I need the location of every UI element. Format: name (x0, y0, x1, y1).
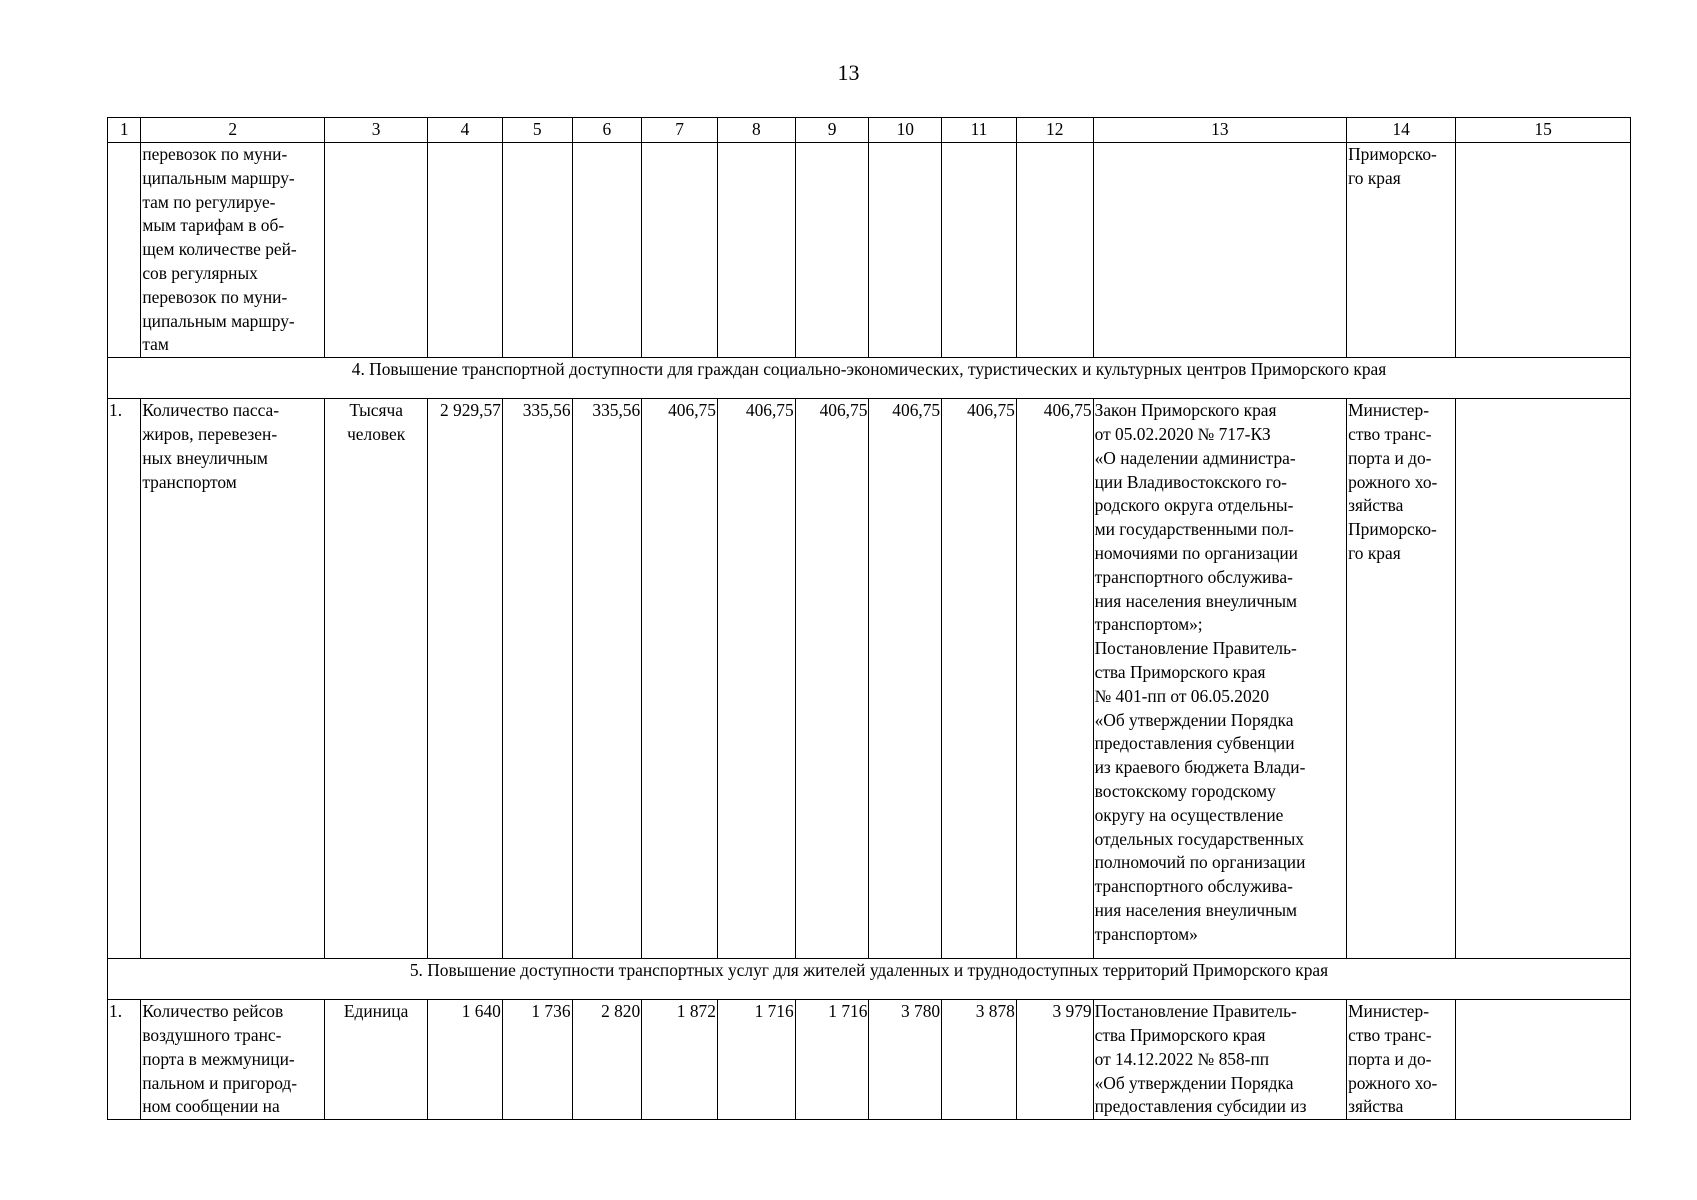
text-line: Постановление Правитель- (1094, 638, 1297, 659)
indicators-table (107, 117, 1631, 1120)
value-cell: 406,75 (642, 399, 718, 959)
header-cell: 15 (1456, 118, 1631, 143)
header-cell: 14 (1347, 118, 1456, 143)
value-cell: 3 979 (1016, 1000, 1093, 1120)
text-line: порта и до- (1348, 1048, 1432, 1069)
table-row (108, 399, 1631, 959)
header-cell: 4 (428, 118, 503, 143)
text-line: го края (1348, 167, 1401, 188)
text-line: щем количестве рей- (142, 239, 297, 260)
value-cell: 406,75 (869, 399, 942, 959)
header-cell: 3 (325, 118, 428, 143)
indicator-name (141, 399, 325, 959)
text-line: перевозок по муни- (142, 286, 288, 307)
value-cell: 406,75 (942, 399, 1017, 959)
unit (325, 399, 428, 959)
text-line: человек (347, 423, 406, 444)
text-line: мым тарифам в об- (142, 215, 285, 236)
text-line: Постановление Правитель- (1094, 1001, 1297, 1022)
text-line: транспортом» (1094, 923, 1198, 944)
text-line: ния населения внеуличным (1094, 590, 1298, 611)
table-row (108, 1000, 1631, 1120)
header-cell: 5 (502, 118, 572, 143)
row-number: 1. (108, 1000, 141, 1120)
text-line: Министер- (1348, 1001, 1430, 1022)
responsible-body (1347, 399, 1456, 959)
text-line: полномочий по организации (1094, 852, 1306, 873)
text-line: Единица (343, 1001, 409, 1022)
value-cell: 2 929,57 (428, 399, 503, 959)
legal-basis (1093, 399, 1346, 959)
text-line: воздушного транс- (142, 1024, 282, 1045)
text-line: ми государственными пол- (1094, 519, 1294, 540)
section-title: 4. Повышение транспортной доступности для граждан социально-экономических, туристических и культурных центров Приморского края (108, 358, 1631, 399)
text-line: «О наделении администра- (1094, 447, 1296, 468)
text-line: ства Приморского края (1094, 661, 1266, 682)
text-line: ных внеуличным (142, 447, 268, 468)
unit (325, 1000, 428, 1120)
text-line: Приморско- (1348, 144, 1437, 164)
value-cell: 335,56 (572, 399, 642, 959)
text-line: ства Приморского края (1094, 1024, 1266, 1045)
legal-basis (1093, 1000, 1346, 1120)
text-line: ния населения внеуличным (1094, 899, 1298, 920)
value-cell: 3 780 (869, 1000, 942, 1120)
text-line: порта и до- (1348, 447, 1432, 468)
text-line: Количество пасса- (142, 400, 280, 421)
text-line: от 05.02.2020 № 717-КЗ (1094, 423, 1271, 444)
header-cell: 8 (717, 118, 795, 143)
text-line: Тысяча (349, 400, 403, 421)
header-row (108, 118, 1631, 143)
text-line: там (142, 334, 169, 355)
text-line: рожного хо- (1348, 471, 1438, 492)
section-row (108, 959, 1631, 1000)
header-cell: 12 (1016, 118, 1093, 143)
text-line: Количество рейсов (142, 1001, 284, 1022)
header-cell: 11 (942, 118, 1017, 143)
text-line: округу на осуществление (1094, 804, 1284, 825)
value-cell: 2 820 (572, 1000, 642, 1120)
text-line: транспортного обслужива- (1094, 876, 1293, 897)
text-line: из краевого бюджета Влади- (1094, 757, 1306, 778)
text-line: Приморско- (1348, 519, 1437, 540)
text-line: зяйства (1348, 1096, 1404, 1117)
page-number: 13 (837, 60, 860, 85)
text-line: № 401-пп от 06.05.2020 (1094, 685, 1270, 706)
text-line: рожного хо- (1348, 1072, 1438, 1093)
text-line: порта в межмуници- (142, 1048, 295, 1069)
value-cell: 406,75 (717, 399, 795, 959)
text-line: го края (1348, 542, 1401, 563)
value-cell: 1 716 (795, 1000, 869, 1120)
value-cell: 335,56 (502, 399, 572, 959)
value-cell: 406,75 (1016, 399, 1093, 959)
section-row (108, 358, 1631, 399)
text-line: «Об утверждении Порядка (1094, 709, 1294, 730)
text-line: там по регулируе- (142, 191, 276, 212)
header-cell: 6 (572, 118, 642, 143)
text-line: ципальным маршру- (142, 310, 295, 331)
header-cell: 1 (108, 118, 141, 143)
text-line: ном сообщении на (142, 1096, 280, 1117)
indicator-name (141, 1000, 325, 1120)
header-cell: 9 (795, 118, 869, 143)
header-cell: 13 (1093, 118, 1346, 143)
text-line: «Об утверждении Порядка (1094, 1072, 1294, 1093)
table-row (108, 143, 1631, 358)
text-line: транспортом (142, 471, 237, 492)
indicator-name (141, 143, 325, 358)
text-line: ципальным маршру- (142, 167, 295, 188)
value-cell: 3 878 (942, 1000, 1017, 1120)
text-line: ство транс- (1348, 423, 1432, 444)
text-line: перевозок по муни- (142, 144, 288, 164)
text-line: транспортного обслужива- (1094, 566, 1293, 587)
text-line: зяйства (1348, 495, 1404, 516)
text-line: ство транс- (1348, 1024, 1432, 1045)
row-number: 1. (108, 399, 141, 959)
text-line: жиров, перевезен- (142, 423, 278, 444)
text-line: пальном и пригород- (142, 1072, 298, 1093)
text-line: Министер- (1348, 400, 1430, 421)
value-cell: 1 716 (717, 1000, 795, 1120)
value-cell: 1 872 (642, 1000, 718, 1120)
text-line: от 14.12.2022 № 858-пп (1094, 1048, 1270, 1069)
text-line: предоставления субвенции (1094, 733, 1295, 754)
text-line: отдельных государственных (1094, 828, 1304, 849)
text-line: востокскому городскому (1094, 780, 1276, 801)
text-line: Закон Приморского края (1094, 400, 1277, 421)
text-line: родского округа отдельны- (1094, 495, 1294, 516)
section-title: 5. Повышение доступности транспортных услуг для жителей удаленных и труднодоступных территорий Приморского края (108, 959, 1631, 1000)
text-line: номочиями по организации (1094, 542, 1298, 563)
text-line: транспортом»; (1094, 614, 1203, 635)
responsible-body (1347, 143, 1456, 358)
header-cell: 2 (141, 118, 325, 143)
value-cell: 406,75 (795, 399, 869, 959)
text-line: сов регулярных (142, 262, 258, 283)
value-cell: 1 736 (502, 1000, 572, 1120)
text-line: предоставления субсидии из (1094, 1096, 1307, 1117)
header-cell: 7 (642, 118, 718, 143)
value-cell: 1 640 (428, 1000, 503, 1120)
text-line: ции Владивостокского го- (1094, 471, 1287, 492)
header-cell: 10 (869, 118, 942, 143)
responsible-body (1347, 1000, 1456, 1120)
